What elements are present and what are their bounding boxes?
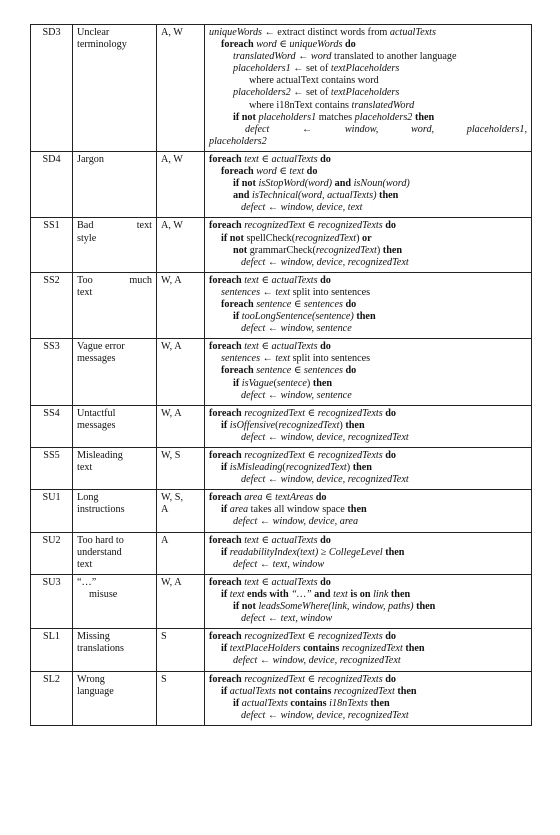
algorithm-line: defect ← window, device, recognizedText — [241, 474, 409, 486]
algorithm-line: placeholders2 — [209, 135, 267, 147]
defect-algorithm — [205, 405, 532, 447]
defects-table-body — [31, 25, 532, 726]
algorithm-line: foreach recognizedText ∈ recognizedTexts do — [209, 673, 396, 685]
algorithm-line: if tooLongSentence(sentence) then — [233, 311, 376, 323]
table-row — [31, 272, 532, 338]
defect-algorithm — [205, 490, 532, 532]
table-row — [31, 25, 532, 152]
algorithm-line: defect ← window, device, area — [233, 516, 359, 528]
defect-name: Vague error messages — [73, 339, 157, 405]
algorithm-line: defect ← window, sentence — [241, 323, 352, 335]
table-row — [31, 405, 532, 447]
defect-sources: A — [157, 532, 205, 574]
table-row — [31, 490, 532, 532]
algorithm-line: placeholders2 ← set of textPlaceholders — [233, 87, 400, 99]
algorithm-line: foreach sentence ∈ sentences do — [221, 298, 357, 310]
algorithm-line: if not spellCheck(recognizedText) or — [221, 232, 372, 244]
defect-name: “…” misuse — [73, 574, 157, 628]
defect-id: SS5 — [31, 448, 73, 490]
defect-algorithm — [205, 448, 532, 490]
defect-id: SS1 — [31, 218, 73, 272]
algorithm-line: placeholders1 ← set of textPlaceholders — [233, 63, 400, 75]
defect-id: SU3 — [31, 574, 73, 628]
algorithm-line: if not placeholders1 matches placeholders2 then — [233, 111, 435, 123]
defect-name: Long instructions — [73, 490, 157, 532]
defect-id: SL1 — [31, 629, 73, 671]
algorithm-line: foreach recognizedText ∈ recognizedTexts do — [209, 220, 396, 232]
algorithm-line: if isOffensive(recognizedText) then — [221, 419, 365, 431]
algorithm-line: foreach recognizedText ∈ recognizedTexts do — [209, 450, 396, 461]
defect-sources: W, A — [157, 272, 205, 338]
algorithm-line: foreach text ∈ actualTexts do — [209, 341, 331, 353]
table-row — [31, 532, 532, 574]
algorithm-line: if text ends with “…” and text is on link then — [221, 588, 411, 600]
algorithm-line: sentences ← text split into sentences — [221, 353, 371, 365]
defect-sources: W, A — [157, 574, 205, 628]
algorithm-line: foreach text ∈ actualTexts do — [209, 576, 331, 588]
algorithm-line: if not leadsSomeWhere(link, window, paths) then — [233, 601, 436, 613]
defect-algorithm — [205, 671, 532, 725]
algorithm-line: defect ← text, window — [233, 558, 325, 570]
algorithm-line: foreach text ∈ actualTexts do — [209, 274, 331, 286]
defect-sources: W, A — [157, 339, 205, 405]
table-row — [31, 218, 532, 272]
algorithm-line: defect ← window, device, recognizedText — [241, 256, 409, 268]
table-row — [31, 448, 532, 490]
defects-table — [30, 24, 532, 726]
algorithm-line: if not isStopWord(word) and isNoun(word) — [233, 178, 410, 190]
algorithm-line: if isMisleading(recognizedText) then — [221, 462, 372, 474]
algorithm-line: defect ← window, sentence — [241, 389, 352, 401]
algorithm-line: defect ← window, device, text — [241, 202, 363, 214]
defect-name: Unclear terminology — [73, 25, 157, 152]
algorithm-line: foreach recognizedText ∈ recognizedTexts do — [209, 407, 396, 419]
algorithm-line: if readabilityIndex(text) ≥ CollegeLevel then — [221, 546, 405, 558]
defect-algorithm — [205, 272, 532, 338]
algorithm-line: translatedWord ← word translated to another language — [233, 51, 457, 63]
table-row — [31, 671, 532, 725]
defect-name: Too much text — [73, 272, 157, 338]
defect-id: SS3 — [31, 339, 73, 405]
defect-algorithm — [205, 218, 532, 272]
defect-id: SS2 — [31, 272, 73, 338]
table-row — [31, 339, 532, 405]
defect-sources: W, S — [157, 448, 205, 490]
algorithm-line: and isTechnical(word, actualTexts) then — [233, 190, 399, 202]
defect-id: SS4 — [31, 405, 73, 447]
defect-sources: A, W — [157, 151, 205, 217]
algorithm-line: defect ← text, window — [241, 613, 333, 625]
algorithm-line: if isVague(sentece) then — [233, 377, 333, 389]
defect-algorithm — [205, 151, 532, 217]
defect-name: Misleading text — [73, 448, 157, 490]
defect-sources: S — [157, 629, 205, 671]
defect-algorithm — [205, 532, 532, 574]
algorithm-line: foreach text ∈ actualTexts do — [209, 534, 331, 546]
algorithm-line: defect ← window, device, recognizedText — [241, 431, 409, 443]
algorithm-line: foreach word ∈ uniqueWords do — [221, 39, 356, 51]
algorithm-line: foreach word ∈ text do — [221, 166, 318, 178]
defect-sources: A, W — [157, 218, 205, 272]
defect-name: Missing translations — [73, 629, 157, 671]
defect-sources: W, S, A — [157, 490, 205, 532]
defect-algorithm — [205, 629, 532, 671]
defect-id: SU1 — [31, 490, 73, 532]
defect-algorithm — [205, 25, 532, 152]
algorithm-line: if textPlaceHolders contains recognizedText then — [221, 643, 425, 655]
algorithm-line: where i18nText contains translatedWord — [249, 99, 415, 111]
table-row — [31, 629, 532, 671]
algorithm-line: foreach text ∈ actualTexts do — [209, 153, 331, 165]
defect-sources: S — [157, 671, 205, 725]
table-row — [31, 574, 532, 628]
algorithm-line: uniqueWords ← extract distinct words from actualTexts — [209, 27, 436, 38]
defect-sources: A, W — [157, 25, 205, 152]
defect-id: SD4 — [31, 151, 73, 217]
defect-id: SD3 — [31, 25, 73, 152]
defect-sources: W, A — [157, 405, 205, 447]
algorithm-line: if actualTexts contains i18nTexts then — [233, 697, 390, 709]
defect-id: SU2 — [31, 532, 73, 574]
algorithm-line: foreach recognizedText ∈ recognizedTexts do — [209, 631, 396, 643]
algorithm-line: sentences ← text split into sentences — [221, 286, 371, 298]
algorithm-line: defect ← window, word, placeholders1, — [245, 123, 528, 135]
defect-algorithm — [205, 574, 532, 628]
algorithm-line: foreach area ∈ textAreas do — [209, 492, 327, 504]
defect-name: Wrong language — [73, 671, 157, 725]
defect-name: Too hard to understand text — [73, 532, 157, 574]
defect-name: Bad text style — [73, 218, 157, 272]
algorithm-line: defect ← window, device, recognizedText — [241, 709, 409, 721]
algorithm-line: foreach sentence ∈ sentences do — [221, 365, 357, 377]
defect-name: Jargon — [73, 151, 157, 217]
algorithm-line: if actualTexts not contains recognizedText then — [221, 685, 417, 697]
defect-name: Untactful messages — [73, 405, 157, 447]
algorithm-line: not grammarCheck(recognizedText) then — [233, 244, 403, 256]
algorithm-line: if area takes all window space then — [221, 504, 367, 516]
defect-algorithm — [205, 339, 532, 405]
table-row — [31, 151, 532, 217]
algorithm-line: defect ← window, device, recognizedText — [233, 655, 401, 667]
algorithm-line: where actualText contains word — [249, 75, 379, 87]
defect-id: SL2 — [31, 671, 73, 725]
